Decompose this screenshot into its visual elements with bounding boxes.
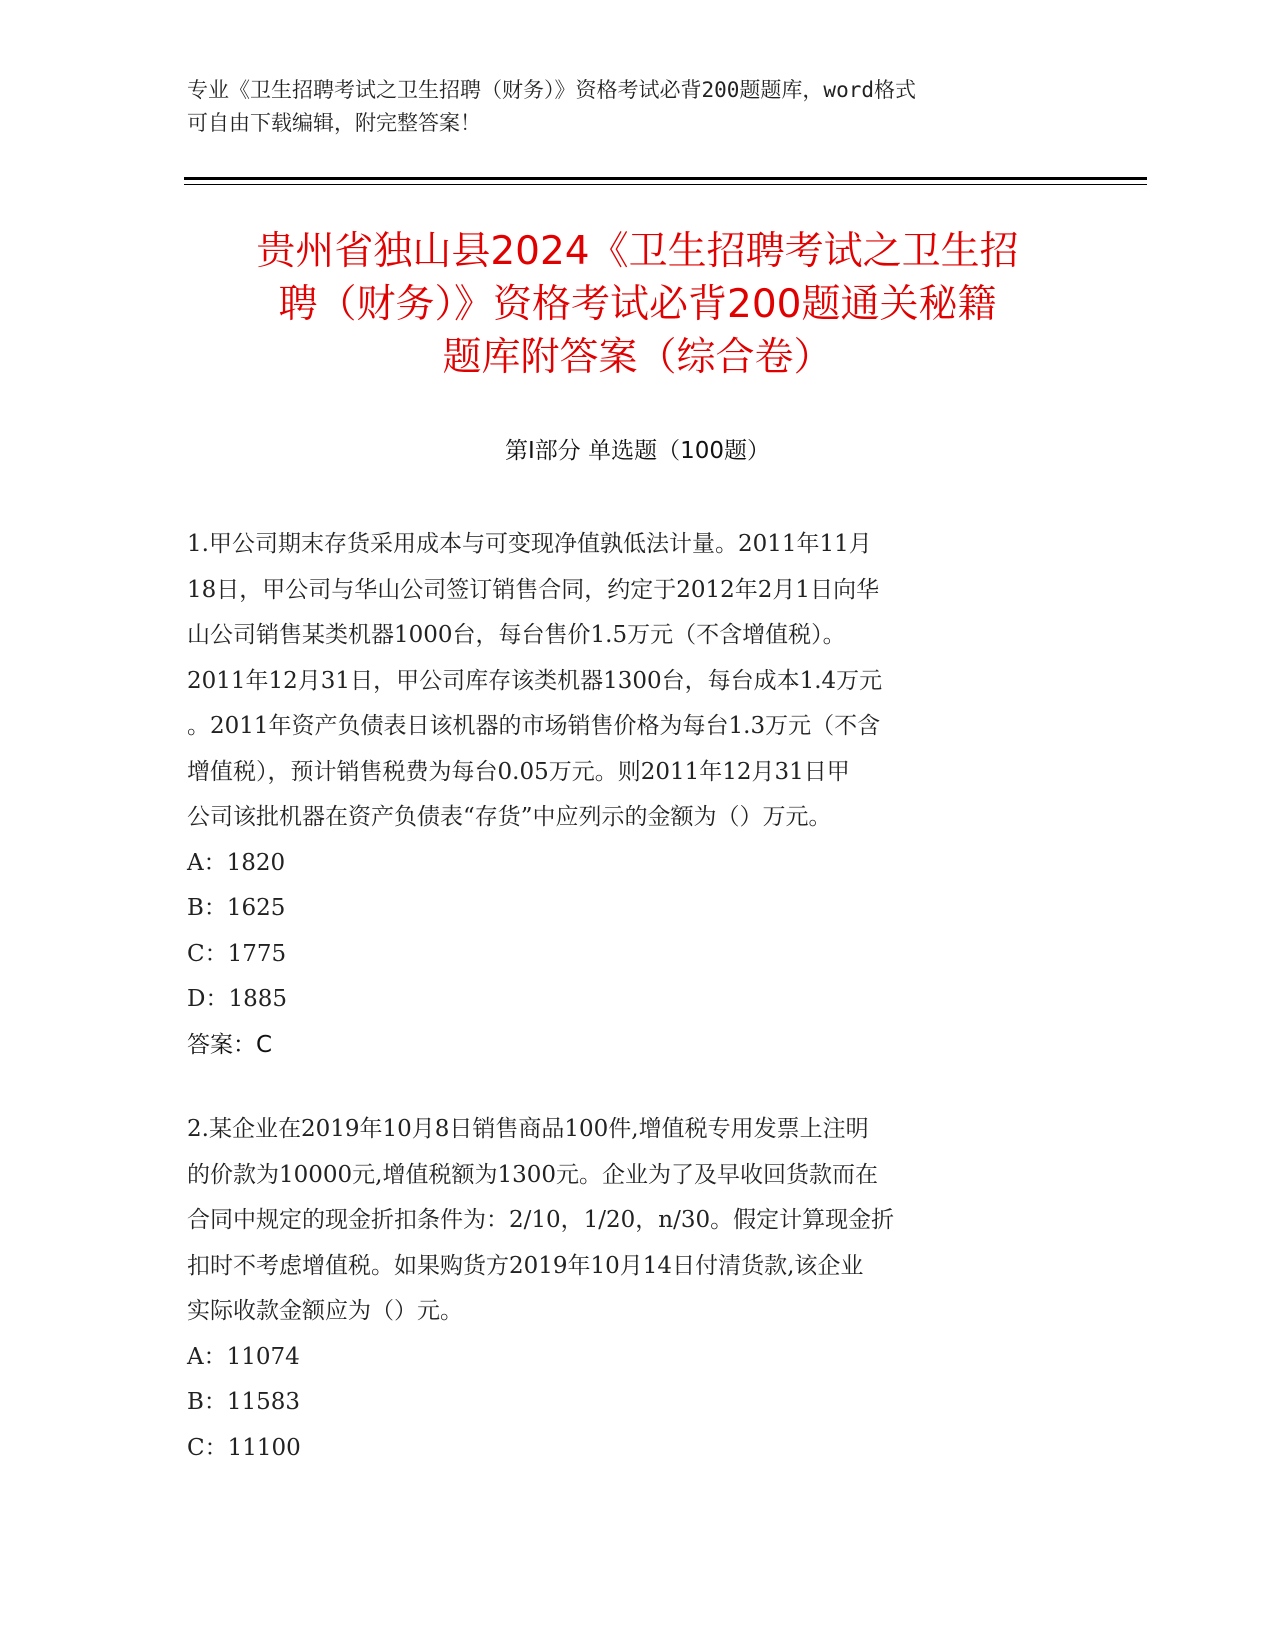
question-text-line: 2011年12月31日，甲公司库存该类机器1300台，每台成本1.4万元 — [187, 667, 883, 694]
document-title — [150, 225, 1125, 384]
header-divider-thick — [184, 177, 1147, 180]
question-text-line: 扣时不考虑增值税。如果购货方2019年10月14日付清货款,该企业 — [187, 1252, 864, 1279]
header-divider-thin — [184, 184, 1147, 185]
option-a: A：11074 — [187, 1343, 300, 1370]
question-text-line: 山公司销售某类机器1000台，每台售价1.5万元（不含增值税）。 — [187, 622, 846, 648]
title-line: 贵州省独山县2024《卫生招聘考试之卫生招 — [256, 229, 1019, 274]
question-text-line: 公司该批机器在资产负债表“存货”中应列示的金额为（）万元。 — [187, 804, 832, 830]
question-2 — [187, 1107, 1087, 1471]
title-line: 聘（财务）》资格考试必背200题通关秘籍 — [278, 282, 997, 327]
title-line: 题库附答案（综合卷） — [442, 335, 833, 380]
answer: 答案：C — [187, 1031, 273, 1058]
question-text-line: 。2011年资产负债表日该机器的市场销售价格为每台1.3万元（不含 — [187, 713, 881, 739]
question-text-line: 2.某企业在2019年10月8日销售商品100件,增值税专用发票上注明 — [187, 1116, 869, 1142]
header-note-line: 可自由下载编辑，附完整答案！ — [187, 111, 481, 135]
question-1 — [187, 522, 1087, 1068]
option-a: A：1820 — [187, 849, 286, 876]
question-text-line: 增值税），预计销售税费为每台0.05万元。则2011年12月31日甲 — [187, 758, 850, 785]
option-d: D：1885 — [187, 986, 287, 1012]
section-title: 第Ⅰ部分 单选题（100题） — [505, 438, 770, 464]
option-b: B：11583 — [187, 1389, 301, 1415]
header-note-line: 专业《卫生招聘考试之卫生招聘（财务）》资格考试必背200题题库，word格式 — [187, 78, 916, 102]
option-b: B：1625 — [187, 895, 286, 921]
question-text-line: 1.甲公司期末存货采用成本与可变现净值孰低法计量。2011年11月 — [187, 531, 872, 557]
question-text-line: 合同中规定的现金折扣条件为：2/10，1/20，n/30。假定计算现金折 — [187, 1207, 895, 1233]
option-c: C：11100 — [187, 1434, 301, 1461]
question-text-line: 实际收款金额应为（）元。 — [187, 1298, 463, 1324]
option-c: C：1775 — [187, 940, 287, 967]
question-text-line: 的价款为10000元,增值税额为1300元。企业为了及早收回货款而在 — [187, 1161, 879, 1188]
header-note — [187, 74, 1057, 140]
question-text-line: 18日，甲公司与华山公司签订销售合同，约定于2012年2月1日向华 — [187, 576, 880, 603]
